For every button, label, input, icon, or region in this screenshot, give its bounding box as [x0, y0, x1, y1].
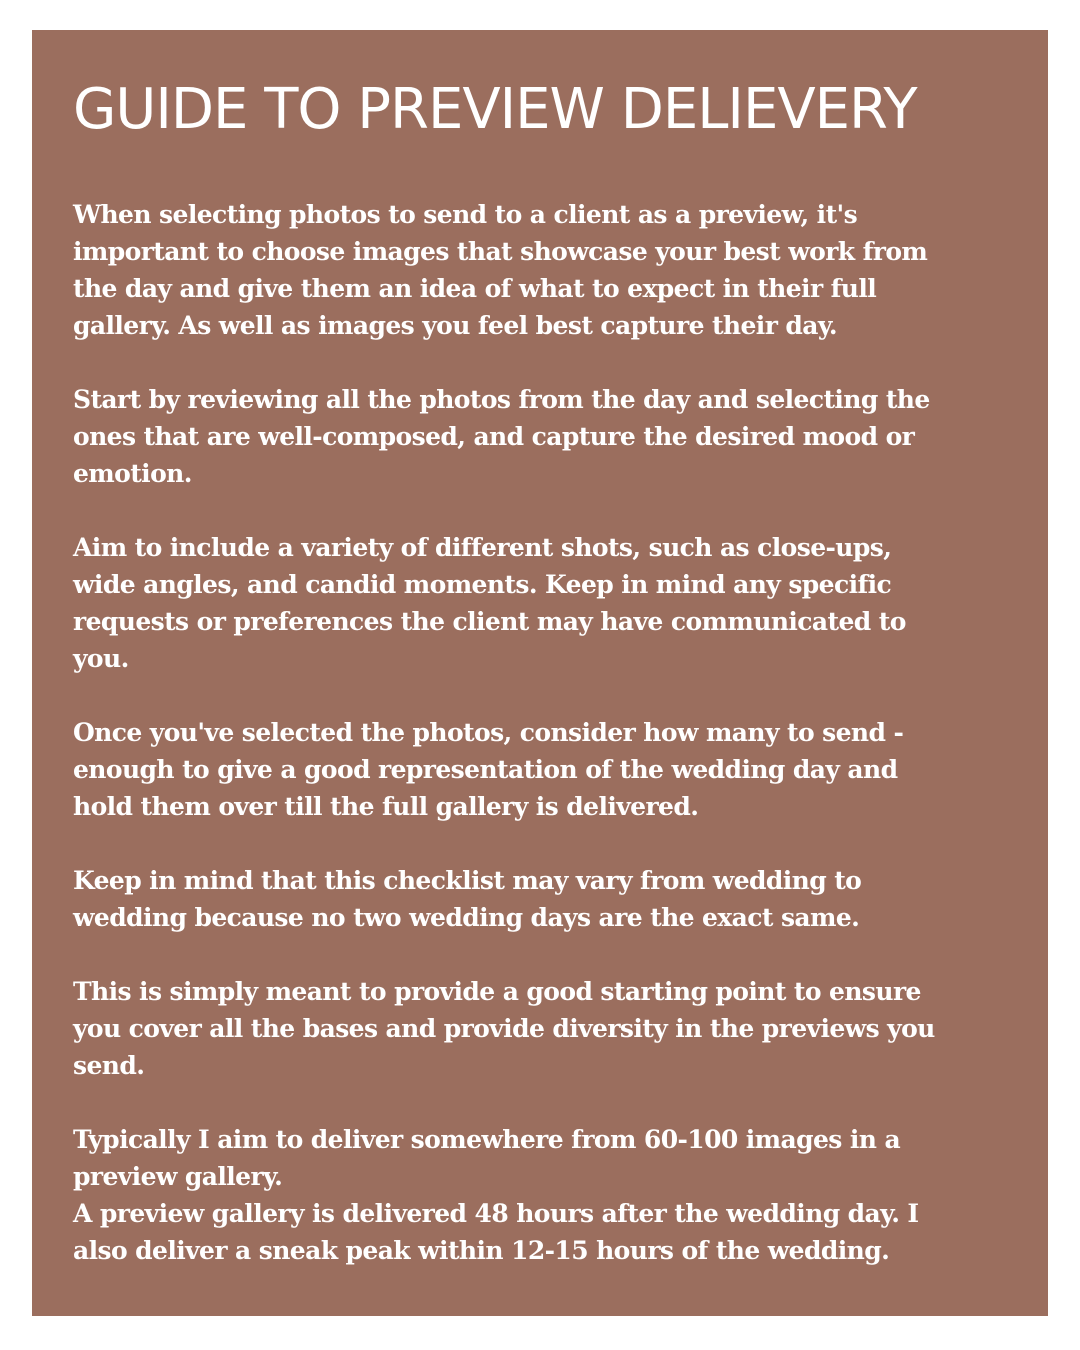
paragraph-variety: [73, 529, 1008, 677]
text-line: you cover all the bases and provide diversity in the previews you: [73, 1014, 935, 1043]
text-line: the day and give them an idea of what to expect in their full: [73, 274, 877, 303]
text-line: hold them over till the full gallery is delivered.: [73, 792, 699, 821]
text-line: gallery. As well as images you feel best capture their day.: [73, 311, 838, 340]
content-panel: [32, 30, 1048, 1316]
text-line: When selecting photos to send to a client as a preview, it's: [73, 200, 858, 229]
text-line: Start by reviewing all the photos from the day and selecting the: [73, 385, 930, 414]
text-line: Keep in mind that this checklist may vary from wedding to: [73, 866, 862, 895]
text-line: Typically I aim to deliver somewhere from 60-100 images in a: [73, 1125, 901, 1154]
text-line: This is simply meant to provide a good starting point to ensure: [73, 977, 921, 1006]
text-line: also deliver a sneak peak within 12-15 hours of the wedding.: [73, 1236, 890, 1265]
paragraph-quantity: [73, 714, 1008, 825]
text-line: you.: [73, 644, 129, 673]
text-line: A preview gallery is delivered 48 hours after the wedding day. I: [73, 1199, 919, 1228]
text-line: wedding because no two wedding days are the exact same.: [73, 903, 860, 932]
text-line: requests or preferences the client may have communicated to: [73, 607, 906, 636]
text-line: important to choose images that showcase your best work from: [73, 237, 928, 266]
text-line: ones that are well-composed, and capture the desired mood or: [73, 422, 915, 451]
text-line: Once you've selected the photos, consider how many to send -: [73, 718, 904, 747]
paragraph-review: [73, 381, 1008, 492]
text-line: send.: [73, 1051, 145, 1080]
paragraph-intro: [73, 196, 1008, 344]
text-line: wide angles, and candid moments. Keep in mind any specific: [73, 570, 892, 599]
body-text: [73, 196, 1008, 1269]
paragraph-delivery: [73, 1121, 1008, 1269]
text-line: enough to give a good representation of the wedding day and: [73, 755, 898, 784]
text-line: emotion.: [73, 459, 192, 488]
text-line: preview gallery.: [73, 1162, 283, 1191]
paragraph-variation: [73, 862, 1008, 936]
page-title: GUIDE TO PREVIEW DELIEVERY: [73, 77, 917, 142]
text-line: Aim to include a variety of different shots, such as close-ups,: [73, 533, 892, 562]
paragraph-starting-point: [73, 973, 1008, 1084]
